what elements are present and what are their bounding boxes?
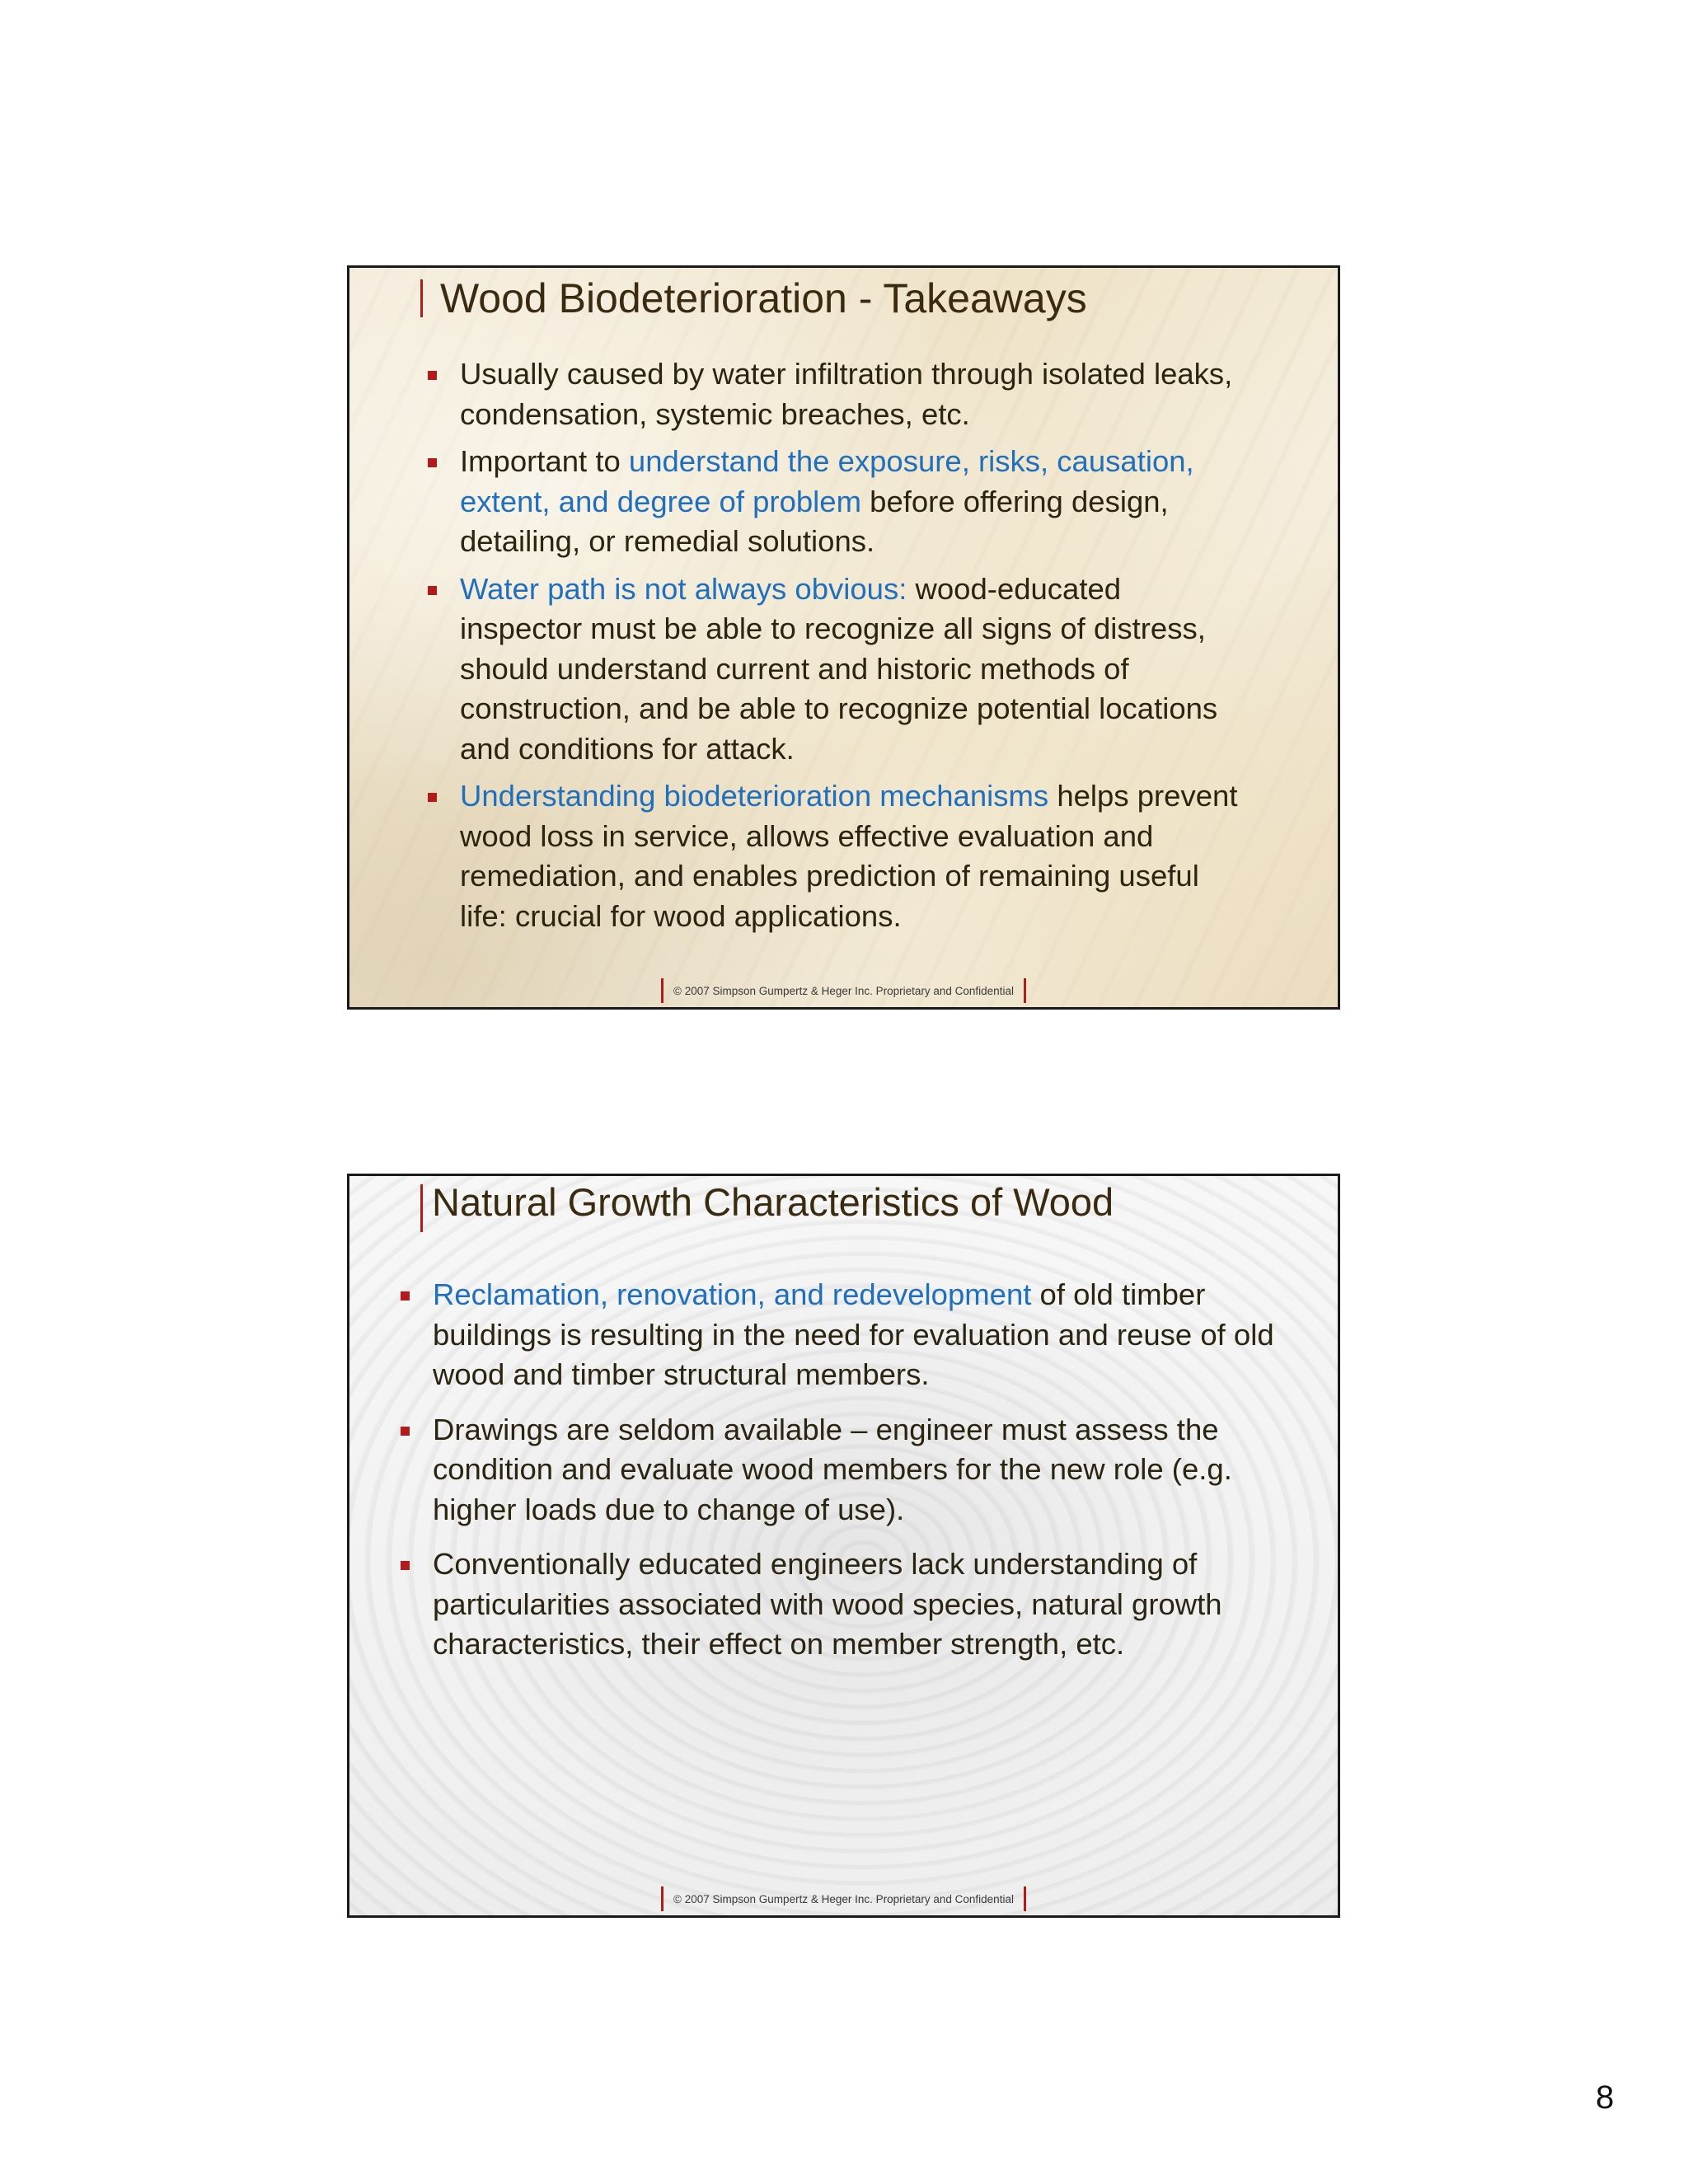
slide-title: Natural Growth Characteristics of Wood [432, 1180, 1114, 1224]
bullet-item [398, 1544, 1288, 1665]
bullet-square-icon [428, 586, 437, 595]
bullet-item [425, 569, 1250, 770]
highlighted-text: Understanding biodeterioration mechanisms [460, 779, 1049, 813]
title-accent-bar [420, 1184, 423, 1232]
slide-title: Wood Biodeterioration - Takeaways [440, 275, 1087, 321]
bullet-text: Conventionally educated engineers lack understanding of particularities associated with wood species, natural growth characteristics, their effect on member strength, etc. [433, 1547, 1222, 1661]
bullet-text: of old timber buildings is resulting in the need for evaluation and reuse of old wood and timber structural members. [433, 1277, 1274, 1391]
bullet-item [425, 442, 1250, 562]
bullet-item [398, 1275, 1288, 1395]
bullet-item [425, 354, 1250, 434]
highlighted-text: Water path is not always obvious: [460, 571, 907, 606]
footer-accent-bar [1024, 1886, 1026, 1911]
slide-footer [349, 1886, 1338, 1911]
bullet-square-icon [401, 1427, 410, 1436]
bullet-text: helps prevent wood loss in service, allows effective evaluation and remediation, and enables prediction of remaining useful life: crucial for wood applications. [460, 779, 1238, 933]
bullet-square-icon [428, 793, 437, 802]
bullet-text: before offering design, detailing, or remedial solutions. [460, 484, 1169, 558]
bullet-square-icon [401, 1291, 410, 1301]
bullet-list [398, 1275, 1288, 1680]
copyright-text: © 2007 Simpson Gumpertz & Heger Inc. Proprietary and Confidential [673, 1892, 1014, 1905]
bullet-text: Important to [460, 444, 629, 478]
highlighted-text: Reclamation, renovation, and redevelopment [433, 1277, 1032, 1311]
bullet-list [425, 354, 1250, 944]
bullet-text: Drawings are seldom available – engineer must assess the condition and evaluate wood members for the new role (e.g. higher loads due to change of use). [433, 1412, 1232, 1526]
slide-wood-biodeterioration [347, 265, 1340, 1010]
footer-accent-bar [1024, 978, 1026, 1003]
bullet-item [398, 1410, 1288, 1530]
bullet-text: wood-educated inspector must be able to recognize all signs of distress, should understand current and historic methods of construction, and be able to recognize potential locations and conditions for attack. [460, 571, 1218, 766]
bullet-square-icon [401, 1561, 410, 1570]
copyright-text: © 2007 Simpson Gumpertz & Heger Inc. Proprietary and Confidential [673, 984, 1014, 997]
bullet-square-icon [428, 458, 437, 467]
slide-natural-growth [347, 1174, 1340, 1918]
bullet-text: Usually caused by water infiltration through isolated leaks, condensation, systemic breaches, etc. [460, 357, 1233, 431]
title-accent-bar [420, 279, 423, 317]
bullet-square-icon [428, 371, 437, 380]
page-number: 8 [1596, 2079, 1615, 2116]
bullet-item [425, 776, 1250, 936]
slide-footer [349, 978, 1338, 1003]
highlighted-text: understand the exposure, risks, causation, extent, and degree of problem [460, 444, 1194, 518]
